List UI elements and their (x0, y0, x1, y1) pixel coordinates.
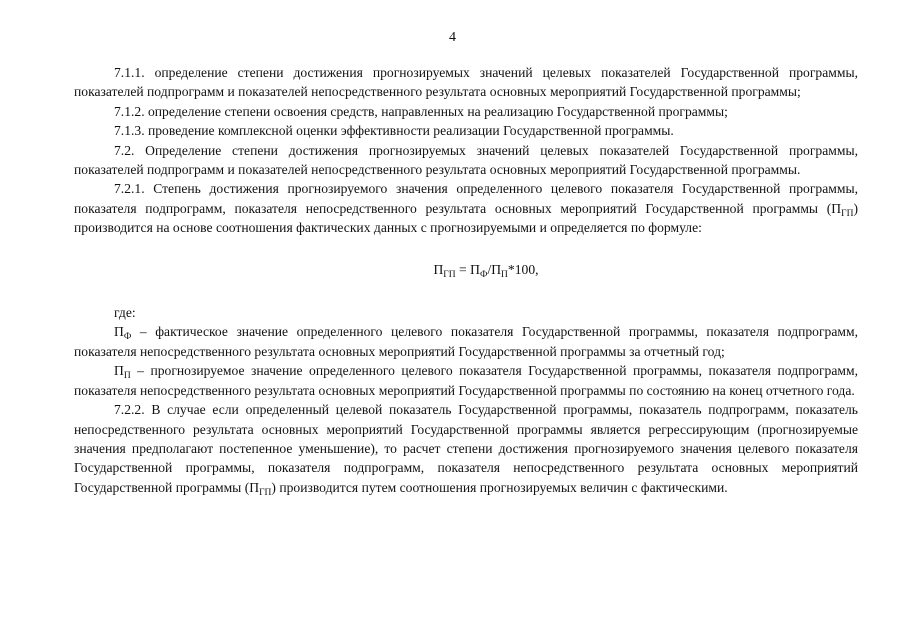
document-body (74, 63, 858, 497)
paragraph-7-2-1-text-a: 7.2.1. Степень достижения прогнозируемого значения определенного целевого показателя Государственной программы, показателя подпрограмм, показателя непосредственного результата основных мероприятий Государственной программы (П (74, 181, 858, 216)
formula-plan-subscript: П (501, 269, 508, 280)
paragraph-7-2-2-text-a: 7.2.2. В случае если определенный целевой показатель Государственной программы, показатель подпрограмм, показатель непосредственного результата основных мероприятий Государственной программы является регрессирующим (прогнозируемые значения предполагают постепенное уменьшение), то расчет степени достижения прогнозируемого значения целевого показателя Государственной программы, показателя подпрограмм, показателя непосредственного результата основных мероприятий Государственной программы (П (74, 402, 858, 495)
definition-fact-symbol: П (114, 324, 124, 340)
page-number: 4 (449, 30, 456, 45)
definition-fact-subscript: Ф (123, 332, 132, 343)
definition-plan-text: – прогнозируемое значение определенного целевого показателя Государственной программы, показателя подпрограмм, показателя непосредственного результата основных мероприятий Государственной программы по состоянию на конец отчетного года. (74, 363, 858, 398)
definition-plan-subscript: П (123, 371, 131, 382)
where-label: где: (114, 305, 136, 321)
formula-fact-subscript: Ф (479, 269, 488, 280)
definition-fact-value (74, 322, 858, 361)
formula-lhs-subscript: ГП (443, 269, 456, 280)
formula-eq: = П (455, 261, 480, 277)
formula-div: /П (487, 261, 502, 277)
paragraph-7-2-2-text-b: ) производится путем соотношения прогнозируемых величин с фактическими. (271, 479, 728, 495)
formula-lhs: П (433, 261, 444, 277)
paragraph-7-2: 7.2. Определение степени достижения прогнозируемых значений целевых показателей Государственной программы, показателей подпрограмм и показателей непосредственного результата основных мероприятий Государственной программы. (74, 142, 858, 178)
paragraph-7-2-1-text-b: ) производится на основе соотношения фактических данных с прогнозируемыми и определяется по формуле: (74, 200, 858, 236)
paragraph-7-1-1: 7.1.1. определение степени достижения прогнозируемых значений целевых показателей Государственной программы, показателей подпрограмм и показателей непосредственного результата основных мероприятий Государственной программы; (74, 65, 858, 100)
paragraph-7-2-2 (74, 400, 858, 497)
definition-plan-symbol: П (114, 363, 124, 379)
paragraph-7-2-1-subscript: ГП (841, 208, 854, 219)
paragraph-7-1-3: 7.1.3. проведение комплексной оценки эффективности реализации Государственной программы. (114, 123, 674, 139)
formula (74, 260, 858, 279)
formula-tail: *100, (507, 261, 539, 277)
paragraph-7-2-1 (74, 179, 858, 237)
definition-plan-value (74, 361, 858, 400)
definition-fact-text: – фактическое значение определенного целевого показателя Государственной программы, показателя подпрограмм, показателя непосредственного результата основных мероприятий Государственной программы за отчетный год; (74, 324, 858, 359)
paragraph-7-2-2-subscript: ГП (259, 487, 272, 498)
paragraph-7-1-2: 7.1.2. определение степени освоения средств, направленных на реализацию Государственной программы; (114, 103, 728, 119)
